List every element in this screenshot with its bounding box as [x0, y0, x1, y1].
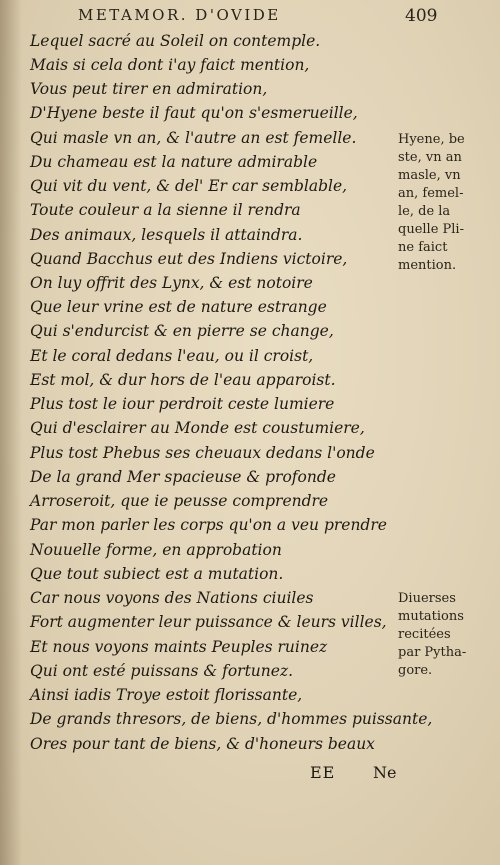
verse-line: Mais si cela dont i'ay faict mention,	[30, 56, 310, 74]
verse-line: Arroseroit, que ie peusse comprendre	[30, 492, 329, 510]
verse-line: Toute couleur a la sienne il rendra	[30, 201, 301, 219]
gutter-shadow	[0, 0, 22, 865]
verse-line: Car nous voyons des Nations ciuiles	[30, 589, 314, 607]
margin-note-line: le, de la	[398, 204, 451, 219]
verse-line: On luy offrit des Lynx, & est notoire	[30, 274, 313, 292]
verse-line: Nouuelle forme, en approbation	[30, 541, 282, 559]
verse-line: Par mon parler les corps qu'on a veu prendre	[30, 516, 387, 534]
margin-note-line: quelle Pli-	[398, 222, 464, 237]
margin-note-line: ne faict	[398, 240, 448, 255]
margin-note-line: par Pytha-	[398, 645, 467, 660]
verse-line: Qui s'endurcist & en pierre se change,	[30, 322, 334, 340]
signature-mark: EE	[310, 763, 336, 782]
verse-line: Lequel sacré au Soleil on contemple.	[30, 32, 321, 50]
page-header	[0, 6, 500, 32]
margin-note-line: ste, vn an	[398, 150, 462, 165]
margin-note-line: masle, vn	[398, 168, 461, 183]
running-title: METAMOR. D'OVIDE	[78, 6, 281, 24]
margin-note-mutations	[398, 590, 466, 680]
verse-line: De la grand Mer spacieuse & profonde	[30, 468, 336, 486]
margin-note-line: Diuerses	[398, 591, 456, 606]
verse-line: Quand Bacchus eut des Indiens victoire,	[30, 250, 348, 268]
margin-note-line: mutations	[398, 609, 464, 624]
verse-line: Qui ont esté puissans & fortunez.	[30, 662, 294, 680]
margin-note-line: mention.	[398, 258, 457, 273]
verse-line: Qui vit du vent, & del' Er car semblable,	[30, 177, 348, 195]
margin-note-line: Hyene, be	[398, 132, 465, 147]
verse-line: Fort augmenter leur puissance & leurs villes,	[30, 613, 387, 631]
margin-note-line: recitées	[398, 627, 451, 642]
verse-line: Est mol, & dur hors de l'eau apparoist.	[30, 371, 336, 389]
verse-line: Vous peut tirer en admiration,	[30, 80, 268, 98]
verse-line: Plus tost Phebus ses cheuaux dedans l'onde	[30, 444, 375, 462]
verse-line: De grands thresors, de biens, d'hommes puissante,	[30, 710, 433, 728]
margin-note-line: gore.	[398, 663, 433, 678]
verse-line: Qui masle vn an, & l'autre an est femelle.	[30, 129, 357, 147]
verse-line: Que tout subiect est a mutation.	[30, 565, 284, 583]
verse-line: Du chameau est la nature admirable	[30, 153, 318, 171]
verse-line: Ores pour tant de biens, & d'honeurs beaux	[30, 735, 375, 753]
verse-line: Et le coral dedans l'eau, ou il croist,	[30, 347, 314, 365]
verse-line: Ainsi iadis Troye estoit florissante,	[30, 686, 303, 704]
page-number: 409	[405, 6, 438, 26]
verse-line: Et nous voyons maints Peuples ruinez	[30, 638, 328, 656]
margin-note-hyene	[398, 131, 465, 275]
verse-line: Que leur vrine est de nature estrange	[30, 298, 327, 316]
verse-line: Plus tost le iour perdroit ceste lumiere	[30, 395, 335, 413]
verse-line: Qui d'esclairer au Monde est coustumiere,	[30, 419, 365, 437]
margin-note-line: an, femel-	[398, 186, 464, 201]
verse-line: Des animaux, lesquels il attaindra.	[30, 226, 303, 244]
page-footer	[0, 763, 500, 787]
catchword: Ne	[373, 763, 397, 782]
verse-line: D'Hyene beste il faut qu'on s'esmerueille,	[30, 104, 358, 122]
